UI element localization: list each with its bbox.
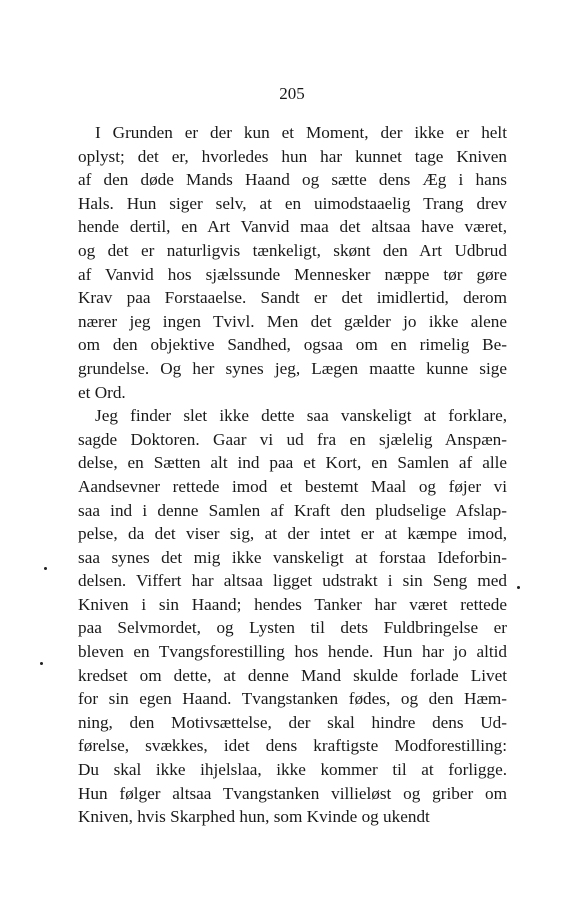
text-line: om den objektive Sandhed, ogsaa om en rimelig Be- — [78, 335, 507, 355]
text-line: I Grunden er der kun et Moment, der ikke er helt — [95, 123, 507, 142]
text-line: ning, den Motivsættelse, der skal hindre dens Ud- — [78, 712, 507, 732]
text-line: oplyst; det er, hvorledes hun har kunnet tage Kniven — [78, 146, 507, 166]
text-line: nærer jeg ingen Tvivl. Men det gælder jo ikke alene — [78, 311, 507, 331]
text-line: Hun følger altsaa Tvangstanken villieløst og griber om — [78, 783, 507, 803]
body-text — [78, 121, 507, 829]
page-number: 205 — [279, 84, 305, 103]
text-line: pelse, da det viser sig, at der intet er at kæmpe imod, — [78, 524, 507, 544]
text-line: og det er naturligvis tænkeligt, skønt den Art Udbrud — [78, 240, 507, 260]
text-line: delse, en Sætten alt ind paa et Kort, en Samlen af alle — [78, 453, 507, 473]
text-line: Kniven i sin Haand; hendes Tanker har været rettede — [78, 594, 507, 614]
text-line: Du skal ikke ihjelslaa, ikke kommer til at forligge. — [78, 760, 507, 780]
margin-speck — [517, 586, 520, 589]
text-line: et Ord. — [78, 382, 126, 402]
margin-speck — [44, 567, 47, 570]
text-line: for sin egen Haand. Tvangstanken fødes, og den Hæm- — [78, 689, 507, 709]
text-line: Kniven, hvis Skarphed hun, som Kvinde og ukendt — [78, 807, 430, 827]
text-line: delsen. Viffert har altsaa ligget udstrakt i sin Seng med — [78, 571, 507, 591]
text-line: kredset om dette, at denne Mand skulde forlade Livet — [78, 665, 507, 685]
text-line: saa ind i denne Samlen af Kraft den pludselige Afslap- — [78, 500, 507, 520]
text-line: af Vanvid hos sjælssunde Mennesker næppe tør gøre — [78, 264, 507, 284]
text-line: Jeg finder slet ikke dette saa vanskeligt at forklare, — [95, 406, 507, 426]
text-line: hende dertil, en Art Vanvid maa det altsaa have været, — [78, 217, 507, 237]
text-line: Aandsevner rettede imod et bestemt Maal og føjer vi — [78, 476, 507, 496]
text-line: af den døde Mands Haand og sætte dens Æg i hans — [78, 170, 507, 190]
text-line: Krav paa Forstaaelse. Sandt er det imidlertid, derom — [78, 288, 507, 308]
text-line: saa synes det mig ikke vanskeligt at forstaa Ideforbin- — [78, 547, 507, 567]
margin-speck — [40, 662, 43, 665]
text-line: grundelse. Og her synes jeg, Lægen maatte kunne sige — [78, 358, 507, 378]
text-line: Hals. Hun siger selv, at en uimodstaaelig Trang drev — [78, 193, 507, 213]
text-line: førelse, svækkes, idet dens kraftigste Modforestilling: — [78, 736, 507, 756]
text-line: sagde Doktoren. Gaar vi ud fra en sjælelig Anspæn- — [78, 429, 507, 449]
text-line: paa Selvmordet, og Lysten til dets Fuldbringelse er — [78, 618, 507, 638]
text-line: bleven en Tvangsforestilling hos hende. Hun har jo altid — [78, 642, 507, 662]
